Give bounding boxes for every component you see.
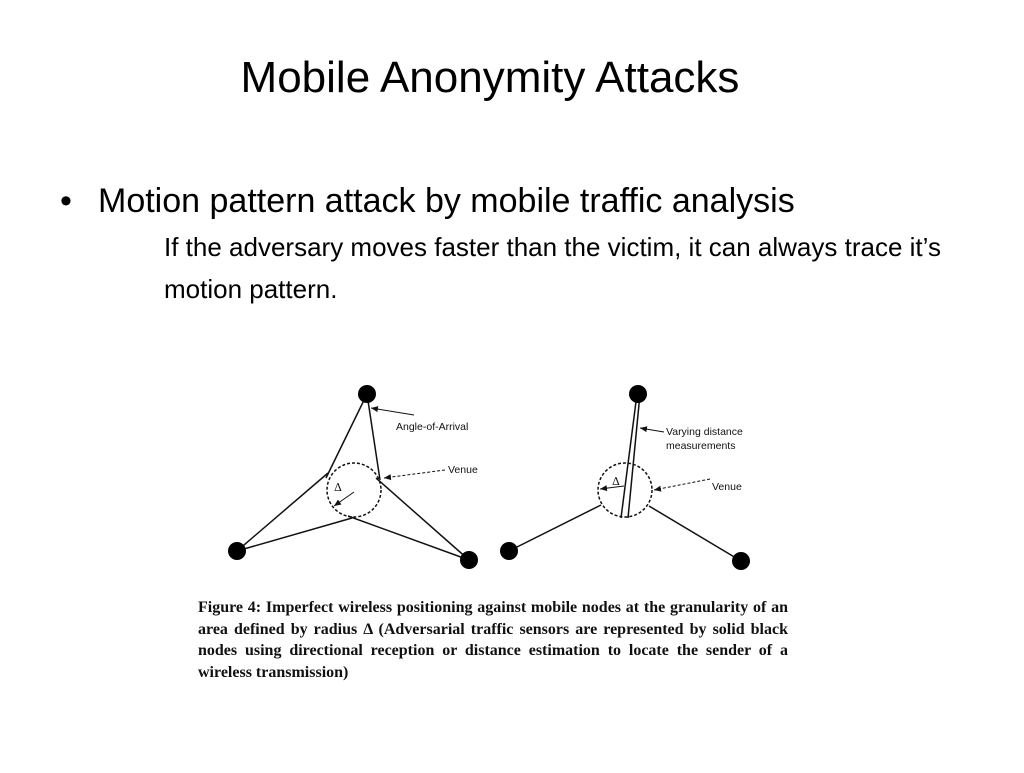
aoa-line-left-b (237, 518, 352, 551)
sensor-node (629, 385, 647, 403)
distance-line-right (649, 506, 741, 561)
aoa-line-left-a (237, 473, 328, 551)
delta-label-left: Δ (334, 481, 342, 494)
right-sensors (500, 385, 750, 570)
venue-leader-right (654, 479, 710, 490)
sensor-node (358, 385, 376, 403)
slide-title: Mobile Anonymity Attacks (240, 53, 740, 102)
sensor-node (460, 551, 478, 569)
distance-leader (640, 428, 664, 432)
bullet-text: Motion pattern attack by mobile traffic analysis (98, 182, 795, 220)
aoa-line-right-a (376, 478, 469, 560)
aoa-line-top-a (326, 394, 367, 478)
delta-label-right: Δ (612, 475, 620, 488)
venue-leader-left (384, 470, 445, 478)
angle-leader (371, 408, 414, 415)
distance-label-line1: Varying distance (666, 426, 743, 438)
angle-of-arrival-label: Angle-of-Arrival (396, 421, 469, 433)
bullet-detail: If the adversary moves faster than the victim, it can always trace it’s motion pattern. (164, 232, 941, 304)
distance-line-left (509, 505, 601, 551)
bullet-marker: • (60, 182, 72, 220)
left-diagram (237, 394, 469, 560)
sensor-node (228, 542, 246, 560)
left-sensors (228, 385, 478, 569)
venue-label-right: Venue (712, 481, 742, 493)
delta-arrow-left (334, 492, 354, 506)
distance-label-line2: measurements (666, 440, 736, 452)
aoa-line-right-b (348, 516, 469, 560)
venue-label-left: Venue (448, 464, 478, 476)
sensor-node (500, 542, 518, 560)
sensor-node (732, 552, 750, 570)
right-diagram (509, 394, 741, 561)
figure-caption: Figure 4: Imperfect wireless positioning against mobile nodes at the granularity of an area defined by radius Δ (Adversarial traffic sensors are represented by solid black nodes using directional reception or distance estimation to locate the sender of a wireless transmission) (198, 599, 788, 681)
